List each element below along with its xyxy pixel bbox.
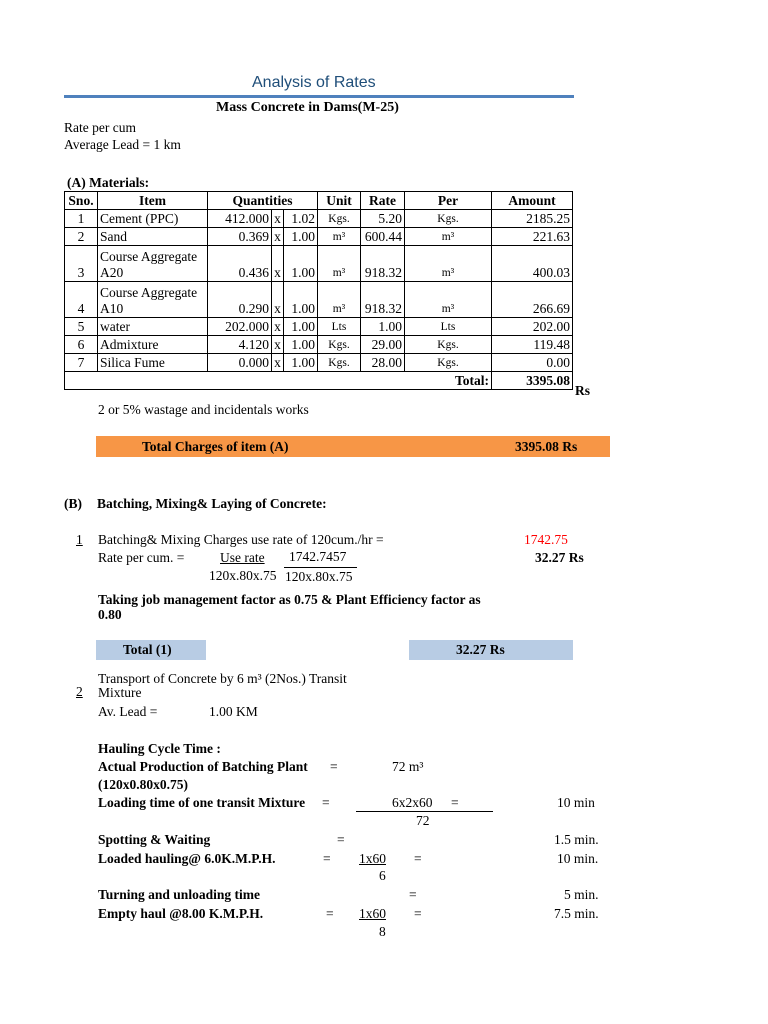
factor: 1.00 [284,336,318,354]
per: Kgs. [405,354,492,372]
section-b-code: (B) [64,496,82,511]
actual-prod-note: (120x0.80x0.75) [98,777,188,792]
loading-label: Loading time of one transit Mixture [98,795,306,810]
total1-label: Total (1) [123,642,172,657]
per: Kgs. [405,210,492,228]
qty: 0.000 [208,354,272,372]
loading-value: 10 min [557,795,595,810]
rate: 918.32 [361,246,405,282]
page-subtitle: Mass Concrete in Dams(M-25) [216,100,399,115]
item: Cement (PPC) [98,210,208,228]
loading-fraction-line [356,811,493,812]
unit: Kgs. [318,336,361,354]
loaded-eq: = [323,851,331,866]
lead-label: Av. Lead = [98,704,158,719]
loading-eq2: = [451,795,459,810]
times: x [272,354,284,372]
factor: 1.02 [284,210,318,228]
item1-value: 1742.75 [524,532,568,547]
total-unit: Rs [575,383,591,398]
rate-per-label: Rate per cum [64,120,136,135]
actual-prod-eq: = [330,759,338,774]
total-row [65,372,573,390]
item-line2: A10 [100,301,124,316]
rate: 29.00 [361,336,405,354]
times: x [272,282,284,318]
unit: Lts [318,318,361,336]
total1-value: 32.27 Rs [456,642,505,657]
factor: 1.00 [284,282,318,318]
item: Admixture [98,336,208,354]
amount: 400.03 [492,246,573,282]
item: Silica Fume [98,354,208,372]
turning-value: 5 min. [564,887,599,902]
col-quantities: Quantities [208,192,318,210]
per: Lts [405,318,492,336]
turning-label: Turning and unloading time [98,887,260,902]
per: m³ [405,228,492,246]
loaded-label: Loaded hauling@ 6.0K.M.P.H. [98,851,276,866]
col-sno: Sno. [65,192,98,210]
rate-per-cum-value: 32.27 Rs [535,550,584,565]
item2-text-line1: Transport of Concrete by 6 m³ (2Nos.) Transit [98,671,347,686]
sno: 5 [65,318,98,336]
loading-denominator: 72 [416,813,430,828]
loaded-eq2: = [414,851,422,866]
factor: 1.00 [284,246,318,282]
qty: 412.000 [208,210,272,228]
item: Sand [98,228,208,246]
average-lead-label: Average Lead = 1 km [64,137,181,152]
times: x [272,228,284,246]
unit: m³ [318,282,361,318]
fraction-line [284,567,357,568]
per: m³ [405,282,492,318]
amount: 202.00 [492,318,573,336]
loaded-value: 10 min. [557,851,599,866]
table-row [65,336,573,354]
item: water [98,318,208,336]
spotting-label: Spotting & Waiting [98,832,211,847]
item [98,246,208,282]
page-title: Analysis of Rates [252,74,376,91]
factor: 1.00 [284,228,318,246]
factor-note-line1: Taking job management factor as 0.75 & Plant Efficiency factor as [98,592,481,607]
materials-table [64,191,573,390]
table-row [65,354,573,372]
col-item: Item [98,192,208,210]
unit: Kgs. [318,210,361,228]
loading-numerator: 6x2x60 [392,795,433,810]
rate: 1.00 [361,318,405,336]
qty: 0.290 [208,282,272,318]
title-rule [64,95,574,98]
qty: 0.436 [208,246,272,282]
total-label: Total: [65,372,492,390]
sno: 4 [65,282,98,318]
empty-eq2: = [414,906,422,921]
total-a-label: Total Charges of item (A) [142,439,289,454]
qty: 4.120 [208,336,272,354]
section-b-heading: Batching, Mixing& Laying of Concrete: [97,496,327,511]
sno: 3 [65,246,98,282]
item [98,282,208,318]
spotting-eq: = [337,832,345,847]
times: x [272,318,284,336]
empty-eq: = [326,906,334,921]
loading-eq: = [322,795,330,810]
rate-denominator-left: 120x.80x.75 [209,568,277,583]
actual-prod-value: 72 m³ [392,759,424,774]
times: x [272,210,284,228]
empty-denominator: 8 [379,924,386,939]
actual-prod-label: Actual Production of Batching Plant [98,759,308,774]
sno: 7 [65,354,98,372]
materials-heading: (A) Materials: [67,175,150,190]
amount: 2185.25 [492,210,573,228]
total-value: 3395.08 [492,372,573,390]
table-row [65,318,573,336]
spotting-value: 1.5 min. [554,832,599,847]
sno: 1 [65,210,98,228]
sno: 2 [65,228,98,246]
rate: 600.44 [361,228,405,246]
times: x [272,246,284,282]
col-unit: Unit [318,192,361,210]
table-header-row [65,192,573,210]
amount: 119.48 [492,336,573,354]
factor: 1.00 [284,318,318,336]
item1-text: Batching& Mixing Charges use rate of 120cum./hr = [98,532,384,547]
item2-text-line2: Mixture [98,685,142,700]
loaded-numerator: 1x60 [359,851,386,866]
total-a-value: 3395.08 Rs [515,439,578,454]
empty-numerator: 1x60 [359,906,386,921]
amount: 266.69 [492,282,573,318]
col-amount: Amount [492,192,573,210]
sno: 6 [65,336,98,354]
qty: 0.369 [208,228,272,246]
item-line2: A20 [100,265,124,280]
cycle-heading: Hauling Cycle Time : [98,741,221,756]
factor: 1.00 [284,354,318,372]
item1-number: 1 [76,532,83,547]
item-line1: Course Aggregate [100,285,198,300]
col-rate: Rate [361,192,405,210]
loaded-denominator: 6 [379,868,386,883]
rate-per-cum-label: Rate per cum. = [98,550,185,565]
rate-denominator-right: 120x.80x.75 [285,569,353,584]
amount: 0.00 [492,354,573,372]
lead-value: 1.00 KM [209,704,258,719]
per: Kgs. [405,336,492,354]
item2-number: 2 [76,684,83,699]
amount: 221.63 [492,228,573,246]
empty-value: 7.5 min. [554,906,599,921]
empty-label: Empty haul @8.00 K.M.P.H. [98,906,264,921]
wastage-note: 2 or 5% wastage and incidentals works [98,402,309,417]
unit: Kgs. [318,354,361,372]
table-row [65,210,573,228]
per: m³ [405,246,492,282]
rate-numerator: 1742.7457 [289,549,347,564]
qty: 202.000 [208,318,272,336]
table-row [65,246,573,282]
times: x [272,336,284,354]
col-per: Per [405,192,492,210]
item-line1: Course Aggregate [100,249,198,264]
rate: 28.00 [361,354,405,372]
table-row [65,228,573,246]
unit: m³ [318,246,361,282]
factor-note-line2: 0.80 [98,607,122,622]
unit: m³ [318,228,361,246]
table-row [65,282,573,318]
rate: 5.20 [361,210,405,228]
use-rate-label: Use rate [220,550,265,565]
turning-eq: = [409,887,417,902]
rate: 918.32 [361,282,405,318]
